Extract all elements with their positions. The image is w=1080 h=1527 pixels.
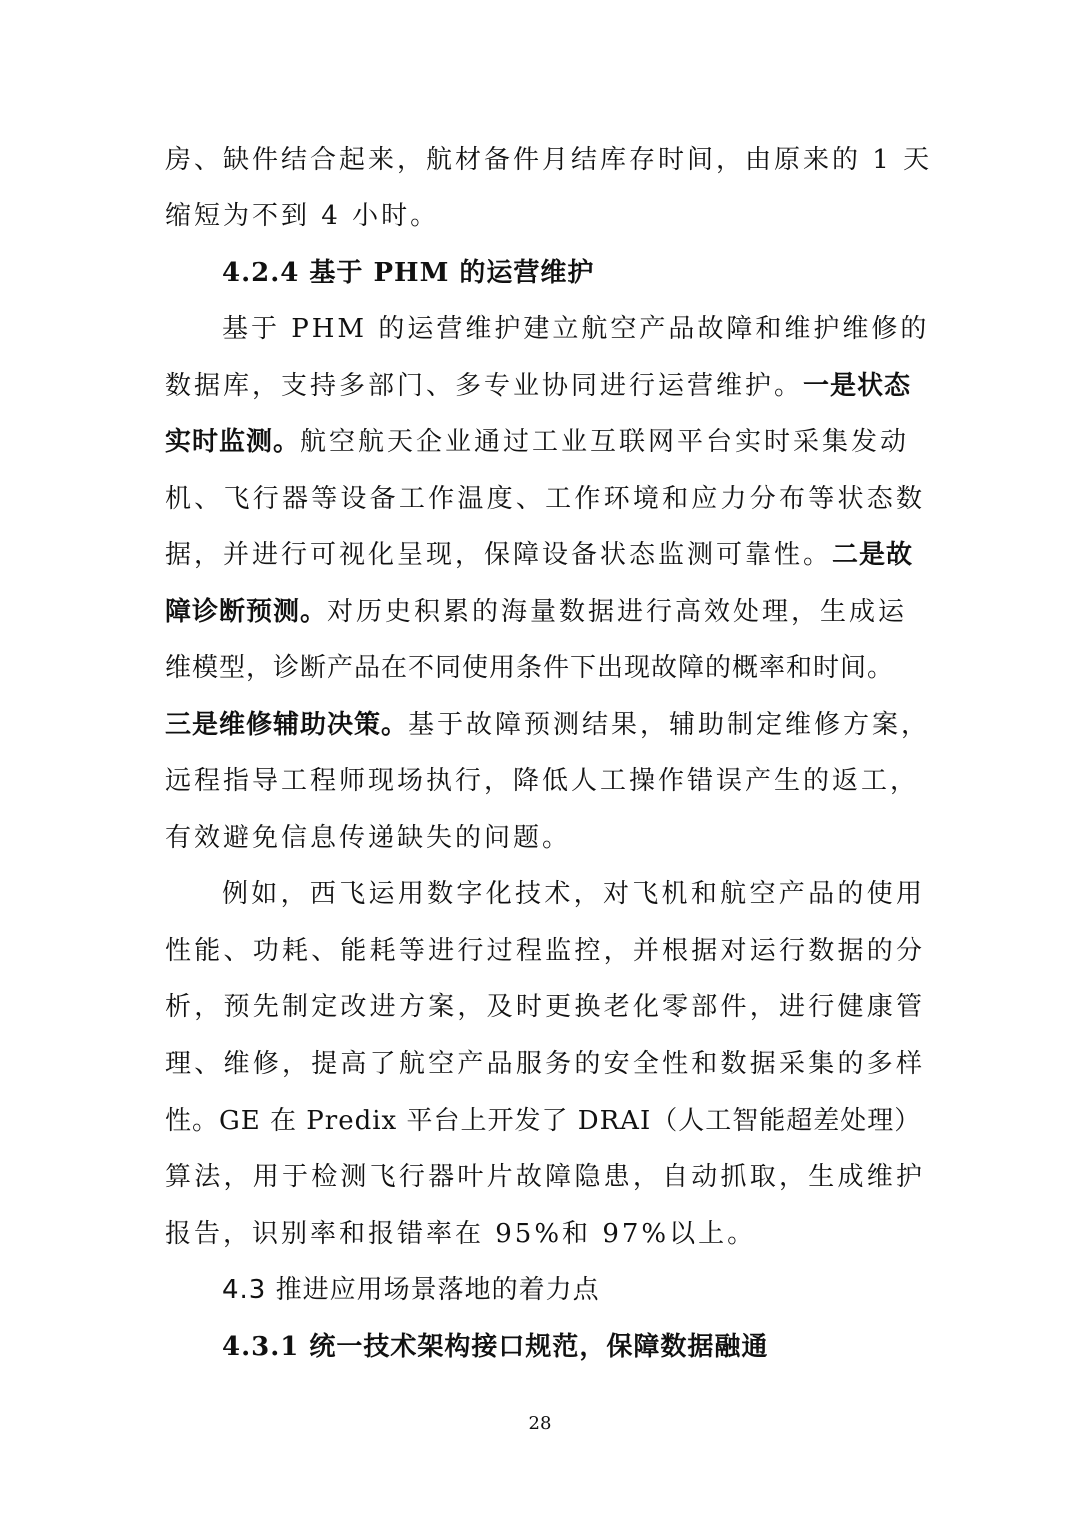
body-text: 航空航天企业通过工业互联网平台实时采集发动	[300, 427, 910, 457]
body-line: 机、飞行器等设备工作温度、工作环境和应力分布等状态数	[165, 484, 925, 514]
body-text: 基于故障预测结果，辅助制定维修方案，	[408, 710, 931, 740]
bold-phrase: 障诊断预测。	[165, 597, 328, 627]
bold-phrase: 二是故	[832, 540, 914, 570]
body-line: 缩短为不到 4 小时。	[165, 201, 440, 231]
body-line	[165, 369, 925, 403]
body-line: 性能、功耗、能耗等进行过程监控，并根据对运行数据的分	[165, 936, 925, 966]
body-line	[165, 538, 925, 572]
section-heading-4-3: 4.3 推进应用场景落地的着力点	[222, 1275, 600, 1305]
section-heading-4-3-1: 4.3.1 统一技术架构接口规范，保障数据融通	[222, 1332, 769, 1362]
body-line: 房、缺件结合起来，航材备件月结库存时间，由原来的 1 天	[165, 145, 933, 175]
body-line: 算法，用于检测飞行器叶片故障隐患，自动抓取，生成维护	[165, 1162, 925, 1192]
body-line: 性。GE 在 Predix 平台上开发了 DRAI（人工智能超差处理）	[165, 1106, 922, 1136]
bold-phrase: 三是维修辅助决策。	[165, 710, 409, 740]
bold-phrase: 一是状态	[803, 371, 912, 401]
body-text: 基于 PHM 的运营维护建立航空产品故障和维护维修的	[222, 314, 930, 344]
body-text: 据，并进行可视化呈现，保障设备状态监测可靠性。	[165, 540, 833, 570]
body-line: 理、维修，提高了航空产品服务的安全性和数据采集的多样	[165, 1049, 925, 1079]
body-line	[165, 595, 925, 629]
bold-phrase: 实时监测。	[165, 427, 301, 457]
body-line	[165, 708, 931, 742]
body-line: 有效避免信息传递缺失的问题。	[165, 823, 572, 853]
body-line: 远程指导工程师现场执行，降低人工操作错误产生的返工，	[165, 766, 920, 796]
body-line: 报告，识别率和报错率在 95%和 97%以上。	[165, 1219, 757, 1249]
body-line	[222, 877, 925, 911]
body-text: 数据库，支持多部门、多专业协同进行运营维护。	[165, 371, 804, 401]
body-text: 例如，西飞运用数字化技术，对飞机和航空产品的使用	[222, 879, 925, 909]
body-text: 对历史积累的海量数据进行高效处理，生成运	[327, 597, 908, 627]
body-line: 析，预先制定改进方案，及时更换老化零部件，进行健康管	[165, 992, 925, 1022]
body-line	[222, 312, 930, 346]
body-line: 维模型，诊断产品在不同使用条件下出现故障的概率和时间。	[165, 653, 895, 683]
body-line	[165, 425, 925, 459]
page-number: 28	[528, 1413, 552, 1434]
section-heading-4-2-4: 4.2.4 基于 PHM 的运营维护	[222, 258, 595, 288]
